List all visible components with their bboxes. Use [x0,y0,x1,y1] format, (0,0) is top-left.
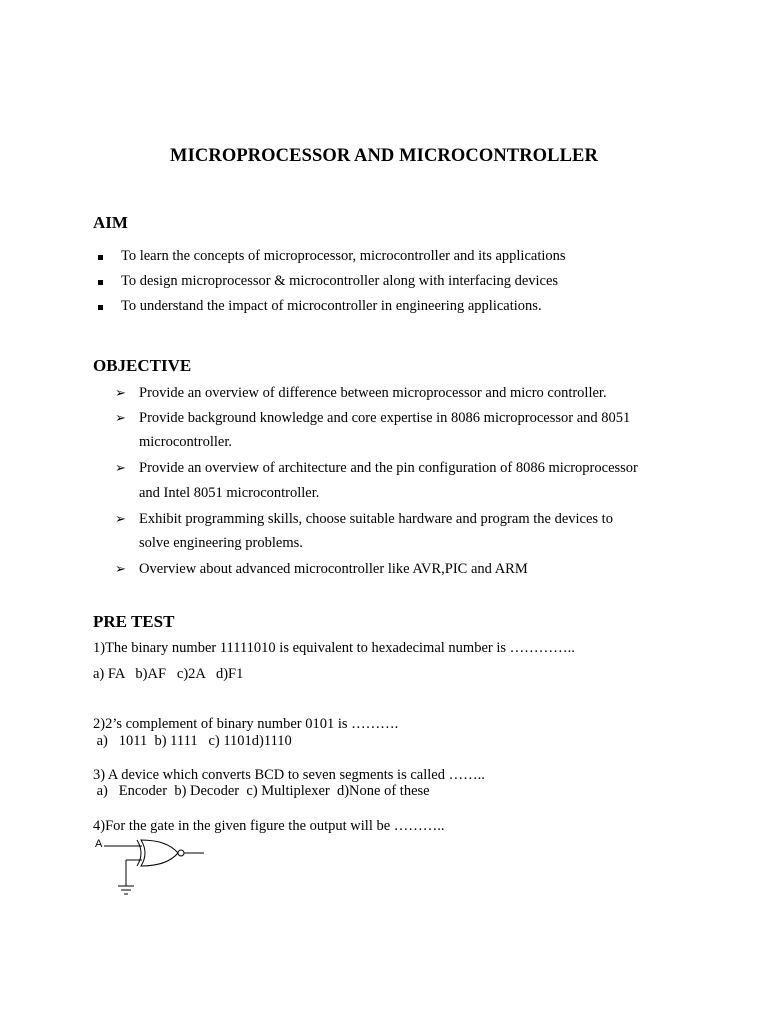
objective-item: Provide background knowledge and core expertise in 8086 microprocessor and 8051 [139,410,631,426]
gate-figure [92,836,212,906]
question-3-options: a) Encoder b) Decoder c) Multiplexer d)None of these [93,783,430,799]
xnor-gate-icon [92,836,212,906]
question-1-options: a) FA b)AF c)2A d)F1 [93,666,244,682]
objective-item-continuation: and Intel 8051 microcontroller. [139,485,320,501]
objective-item: Provide an overview of architecture and the pin configuration of 8086 microprocessor [139,460,638,476]
input-label-a: A [95,838,103,850]
objective-item-continuation: solve engineering problems. [139,535,303,551]
bullet-icon [98,305,103,310]
arrow-bullet-icon: ➢ [115,411,126,426]
arrow-bullet-icon: ➢ [115,386,126,401]
question-4: 4)For the gate in the given figure the output will be ……….. [93,818,445,834]
arrow-bullet-icon: ➢ [115,512,126,527]
bullet-icon [98,255,103,260]
aim-heading: AIM [93,213,128,232]
objective-heading: OBJECTIVE [93,356,192,375]
question-2: 2)2’s complement of binary number 0101 is ………. [93,716,399,732]
question-3: 3) A device which converts BCD to seven segments is called …….. [93,767,485,783]
objective-item: Overview about advanced microcontroller like AVR,PIC and ARM [139,561,528,577]
question-1: 1)The binary number 11111010 is equivalent to hexadecimal number is ………….. [93,640,575,656]
aim-item: To learn the concepts of microprocessor, microcontroller and its applications [121,248,566,264]
objective-item: Exhibit programming skills, choose suitable hardware and program the devices to [139,511,613,527]
aim-item: To design microprocessor & microcontroller along with interfacing devices [121,273,559,289]
question-2-options: a) 1011 b) 1111 c) 1101d)1110 [93,733,292,749]
arrow-bullet-icon: ➢ [115,461,126,476]
objective-item-continuation: microcontroller. [139,434,233,450]
aim-item: To understand the impact of microcontroller in engineering applications. [121,298,542,314]
bullet-icon [98,280,103,285]
pretest-heading: PRE TEST [93,612,175,631]
objective-item: Provide an overview of difference between microprocessor and micro controller. [139,385,607,401]
arrow-bullet-icon: ➢ [115,562,126,577]
page-title: MICROPROCESSOR AND MICROCONTROLLER [170,146,598,166]
